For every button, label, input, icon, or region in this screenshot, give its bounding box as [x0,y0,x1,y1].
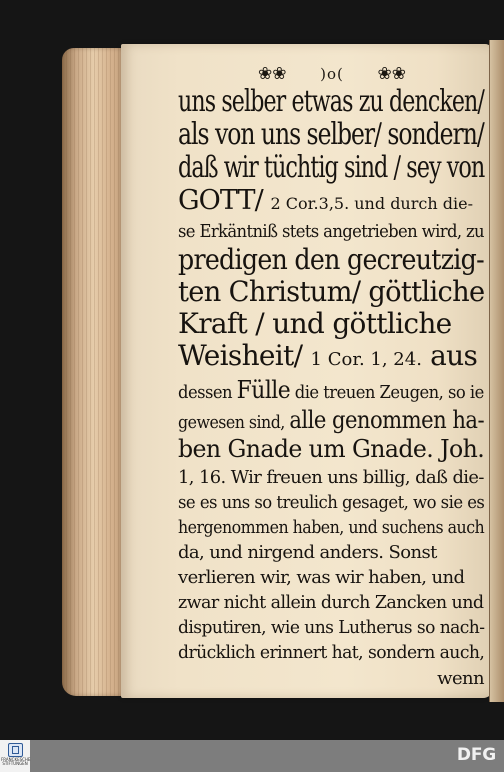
text-line [178,339,484,372]
library-logo-icon [8,743,23,757]
dfg-logo: DFG [456,745,496,765]
book-right-edge [489,40,504,702]
text-fragment: dessen [178,382,233,403]
text-line: drücklich erinnert hat, sondern auch, [178,642,485,663]
viewer-footer [0,740,504,772]
text-line: zwar nicht allein durch Zancken und [178,592,484,613]
text-fragment: gewesen sind, [178,412,285,433]
text-fragment: Fülle [236,376,291,404]
header-ornament [258,63,406,85]
catchword: wenn [437,668,484,689]
text-line: da, und nirgend anders. Sonst [178,542,437,563]
text-line: ten Christum/ göttliche [178,275,485,308]
text-line: daß wir tüchtig sind / sey von [178,150,485,185]
text-fragment: Weisheit/ [178,339,303,372]
text-fragment: die treuen Zeugen, so ie [294,382,484,403]
text-fragment: 2 Cor.3,5. und durch die- [270,194,473,213]
text-line: hergenommen haben, und suchens auch [178,517,485,538]
text-line [178,187,484,214]
text-line: disputiren, wie uns Lutherus so nach- [178,617,485,638]
ornament-left-icon: ❀❀ [258,64,287,84]
text-line: se es uns so treulich gesaget, wo sie es [178,492,485,513]
text-line: uns selber etwas zu dencken/ [178,84,484,119]
page-text-block [178,85,484,688]
logo-text: FRANCKESCHE STIFTUNGEN [1,757,31,767]
text-fragment: 1 Cor. 1, 24. [310,349,422,370]
text-line: predigen den gecreutzig- [178,243,484,276]
text-line: ben Gnade um Gnade. Joh. [178,435,485,463]
text-line: verlieren wir, was wir haben, und [178,567,465,588]
text-line: se Erkäntniß stets angetrieben wird, zu [178,221,484,242]
ornament-right-icon: ❀❀ [377,64,406,84]
text-fragment: aus [430,339,478,372]
text-line: als von uns selber/ sondern/ [178,117,484,152]
text-line [178,376,484,404]
text-line [178,406,485,434]
text-line: 1, 16. Wir freuen uns billig, daß die- [178,467,484,488]
ornament-middle-icon: )o( [320,65,344,83]
text-fragment: GOTT/ [178,185,263,216]
institution-logo [0,740,30,772]
text-line: Kraft / und göttliche [178,307,452,340]
text-fragment: alle genommen ha- [289,406,485,434]
